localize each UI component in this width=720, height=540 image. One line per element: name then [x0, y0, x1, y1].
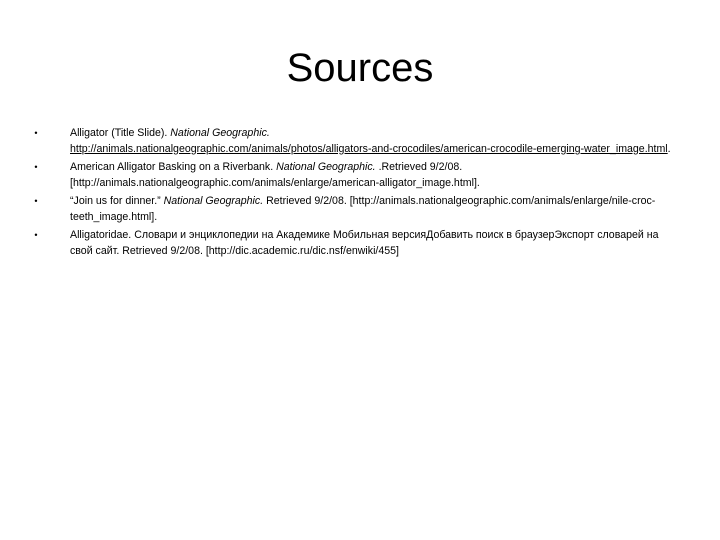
source-lead: “Join us for dinner.” [70, 195, 164, 207]
sources-list [30, 126, 680, 262]
source-item-3 [30, 194, 680, 225]
source-publication: National Geographic. [170, 127, 270, 139]
source-item-1 [30, 126, 680, 157]
source-link[interactable]: http://animals.nationalgeographic.com/animals/photos/alligators-and-crocodiles/american-crocodile-emerging-water_image.html [70, 142, 668, 155]
source-publication: National Geographic. [276, 161, 376, 173]
source-lead: Alligator (Title Slide). [70, 127, 171, 139]
source-lead: American Alligator Basking on a Riverbank. [70, 161, 277, 173]
slide-title: Sources [286, 46, 434, 90]
bullet-icon: • [34, 230, 38, 240]
source-lead: Alligatoridae. Словари и энциклопедии на Академике Мобильная версияДобавить поиск в браузерЭкспорт словарей на свой сайт. Retrieved 9/2/08. [http://dic.academic.ru/dic.nsf/enwiki/455] [70, 229, 659, 257]
bullet-icon: • [34, 196, 38, 206]
bullet-icon: • [34, 162, 38, 172]
source-publication: National Geographic. [163, 195, 264, 207]
source-item-2 [30, 160, 680, 191]
bullet-icon: • [34, 128, 38, 138]
source-item-4 [30, 228, 680, 259]
source-tail: Retrieved 9/2/08. [http://animals.nationalgeographic.com/animals/enlarge/nile-croc-teeth_image.html]. [70, 195, 656, 223]
source-tail: .Retrieved 9/2/08. [http://animals.nationalgeographic.com/animals/enlarge/american-alligator_image.html]. [70, 161, 480, 189]
source-tail: . [667, 142, 671, 155]
